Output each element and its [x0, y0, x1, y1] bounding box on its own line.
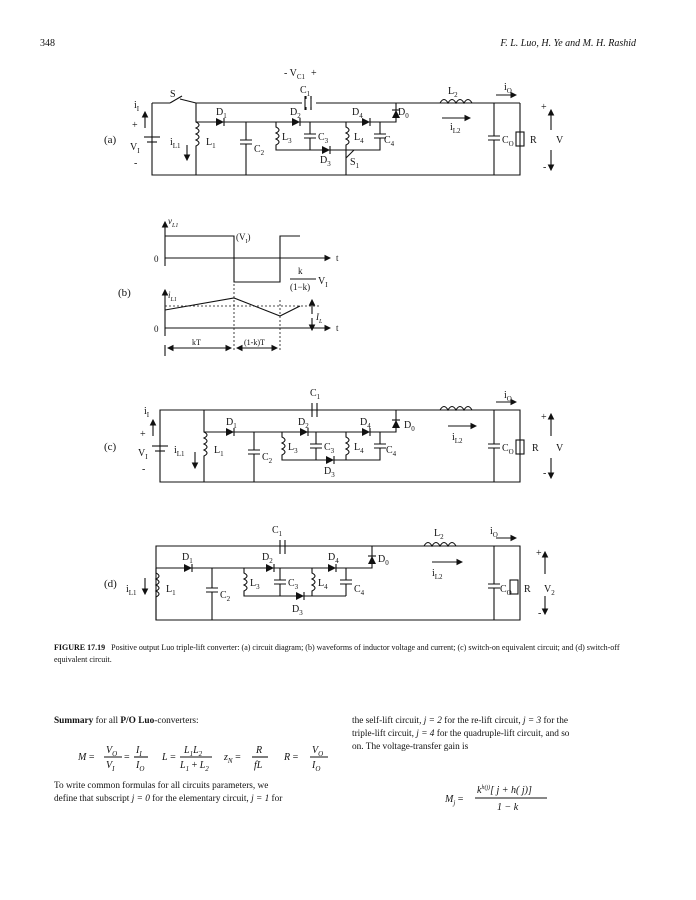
svg-text:D4: $D_4$ [352, 107, 363, 120]
svg-text:R =: R = [284, 752, 299, 763]
svg-text:fL: fL [254, 760, 263, 771]
svg-text:CO: $C_O$ [500, 584, 512, 597]
svg-text:VI: $V_I$ [130, 142, 140, 155]
svg-text:L3: $L_3$ [250, 578, 260, 591]
svg-text:D3: $D_3$ [324, 466, 335, 479]
svg-text:kT: kT [192, 338, 201, 347]
svg-text:zN =: $z_N$ = [224, 752, 241, 765]
svg-text:L3: $L_3$ [282, 132, 292, 145]
svg-text:IO: $I_O$ [136, 760, 145, 773]
svg-text:-: - [134, 158, 138, 169]
svg-text:iL2: $i_{L2}$ [432, 568, 443, 581]
svg-text:L2: $L_2$ [448, 86, 458, 99]
svg-text:iL2: $i_{L2}$ [450, 122, 461, 135]
svg-text:VI: $V_I$ [138, 448, 148, 461]
svg-text:C1: $C_1$ [300, 85, 311, 98]
svg-text:D0: $D_0$ [378, 554, 389, 567]
panel-b-waveforms [118, 216, 339, 356]
svg-text:iL2: $i_{L2}$ [452, 432, 463, 445]
svg-text:+: + [536, 548, 542, 559]
svg-text:Mj =: $M_j$ = [445, 794, 464, 807]
figure-caption-text: Positive output Luo triple-lift converter: (a) circuit diagram; (b) waveforms of inductor voltage and current; (c) switch-on equivalent circuit; and (d) switch-off equivalent circuit. [54, 643, 620, 664]
running-header-authors: F. L. Luo, H. Ye and M. H. Rashid [500, 38, 636, 49]
voltage-transfer-gain-equation [445, 782, 555, 816]
svg-text:D4: $D_4$ [360, 417, 371, 430]
svg-text:k: k [298, 266, 303, 276]
svg-text:D0: $D_0$ [404, 420, 415, 433]
svg-text:iO: $i_O$ [490, 526, 498, 539]
svg-text:L4: $L_4$ [354, 132, 364, 145]
svg-text:(1-k)T: (1-k)T [244, 338, 265, 347]
svg-text:-: - [142, 464, 146, 475]
svg-text:VO: $V_O$ [312, 745, 324, 758]
svg-text:C2: $C_2$ [254, 144, 265, 157]
svg-text:CO: $C_O$ [502, 135, 514, 148]
left-paragraph: To write common formulas for all circuits parameters, we define that subscript j = 0 for the elementary circuit, j = 1 for [54, 781, 283, 804]
svg-text:iL1: $i_{L1}$ [170, 137, 181, 150]
svg-text:S: S [170, 89, 176, 100]
svg-text:D1: $D_1$ [226, 417, 237, 430]
svg-text:+: + [140, 429, 146, 440]
svg-text:-: - [543, 468, 547, 479]
svg-text:iO: $i_O$ [504, 390, 512, 403]
svg-text:D2: $D_2$ [262, 552, 273, 565]
svg-text:IL: $I_L$ [316, 312, 323, 325]
svg-text:vL1: $v_{L1}$ [168, 216, 179, 229]
svg-text:iO: $i_O$ [504, 82, 512, 95]
panel-label-c: (c) [104, 441, 117, 453]
svg-text:C3: $C_3$ [288, 578, 299, 591]
svg-text:L1: $L_1$ [166, 584, 176, 597]
svg-text:L =: L = [162, 752, 176, 763]
svg-text:C4: $C_4$ [354, 584, 365, 597]
svg-text:CO: $C_O$ [502, 443, 514, 456]
svg-text:iL1: $i_{L1}$ [168, 290, 177, 303]
svg-text:+: + [132, 120, 138, 131]
svg-text:-: - [543, 162, 547, 173]
panel-a-circuit [104, 68, 564, 175]
left-column [54, 715, 344, 728]
svg-text:(1−k): (1−k) [290, 282, 311, 292]
panel-label-d: (d) [104, 578, 117, 590]
panel-label-a: (a) [104, 134, 117, 146]
figure-caption-label: FIGURE 17.19 [54, 643, 106, 652]
panel-label-b: (b) [118, 287, 131, 299]
svg-text:+: + [541, 412, 547, 423]
summary-formulas [78, 738, 348, 778]
svg-text:L1: $L_1$ [214, 445, 224, 458]
svg-text:iI: $i_I$ [144, 406, 150, 419]
svg-text:V: V [556, 135, 564, 146]
figure-caption [54, 642, 644, 666]
svg-text:(VI): $(V_I)$ [236, 232, 251, 245]
svg-text:L1 + L2: $L_1 + L_2$ [180, 760, 209, 773]
svg-text:R: R [256, 745, 263, 756]
svg-text:C2: $C_2$ [220, 590, 231, 603]
svg-text:D2: $D_2$ [290, 107, 301, 120]
svg-text:VI: $V_I$ [106, 760, 115, 773]
panel-c-switch-on [104, 388, 564, 482]
svg-text:C1: $C_1$ [310, 388, 321, 401]
svg-text:D3: $D_3$ [320, 155, 331, 168]
svg-text:L1: $L_1$ [206, 137, 216, 150]
svg-text:kh(j)[ j + h( j)]: $k^{h(j)}$[ j + h( j)] [477, 785, 532, 796]
svg-text:II: $I_I$ [136, 745, 142, 758]
svg-text:L4: $L_4$ [354, 442, 364, 455]
svg-text:-: - [538, 608, 542, 619]
svg-text:0: 0 [154, 254, 159, 264]
svg-text:=: = [124, 752, 130, 763]
right-paragraph: the self-lift circuit, j = 2 for the re-lift circuit, j = 3 for the triple-lift circuit, j = 4 for the quadruple-lift circuit, and so on. The voltage-transfer gain is [352, 716, 570, 752]
svg-text:L4: $L_4$ [318, 578, 328, 591]
svg-text:V: V [556, 443, 564, 454]
svg-text:0: 0 [154, 324, 159, 334]
svg-text:M =: M = [78, 752, 95, 763]
svg-text:C4: $C_4$ [386, 445, 397, 458]
svg-text:C4: $C_4$ [384, 135, 395, 148]
svg-text:D1: $D_1$ [216, 107, 227, 120]
svg-text:L3: $L_3$ [288, 442, 298, 455]
svg-text:VO: $V_O$ [106, 745, 118, 758]
page-number: 348 [40, 38, 55, 49]
svg-text:D1: $D_1$ [182, 552, 193, 565]
svg-text:+: + [541, 102, 547, 113]
svg-text:t: t [336, 323, 339, 333]
svg-text:D3: $D_3$ [292, 604, 303, 617]
svg-text:IO: $I_O$ [312, 760, 321, 773]
svg-text:C1: $C_1$ [272, 525, 283, 538]
panel-d-switch-off [104, 525, 555, 620]
svg-text:R: R [530, 135, 537, 146]
svg-text:C2: $C_2$ [262, 452, 273, 465]
svg-text:L2: $L_2$ [434, 528, 444, 541]
svg-text:t: t [336, 253, 339, 263]
svg-text:V2: $V_2$ [544, 584, 555, 597]
svg-text:iL1: $i_{L1}$ [126, 584, 137, 597]
svg-text:C3: $C_3$ [318, 132, 329, 145]
svg-text:iL1: $i_{L1}$ [174, 445, 185, 458]
svg-text:D4: $D_4$ [328, 552, 339, 565]
svg-text:1 − k: 1 − k [497, 802, 519, 813]
svg-text:iI: $i_I$ [134, 100, 140, 113]
svg-text:C3: $C_3$ [324, 442, 335, 455]
svg-text:R: R [532, 443, 539, 454]
svg-text:VI: $V_I$ [318, 276, 328, 289]
svg-text:S1: $S_1$ [350, 157, 360, 170]
svg-text:- VC1+: - $V_{C1}$ + [284, 68, 317, 81]
summary-heading: Summary for all P/O Luo-converters: [54, 716, 199, 726]
svg-text:R: R [524, 584, 531, 595]
svg-text:D2: $D_2$ [298, 417, 309, 430]
svg-text:D0: $D_0$ [398, 107, 409, 120]
svg-text:L1L2: $L_1L_2$ [184, 745, 203, 758]
